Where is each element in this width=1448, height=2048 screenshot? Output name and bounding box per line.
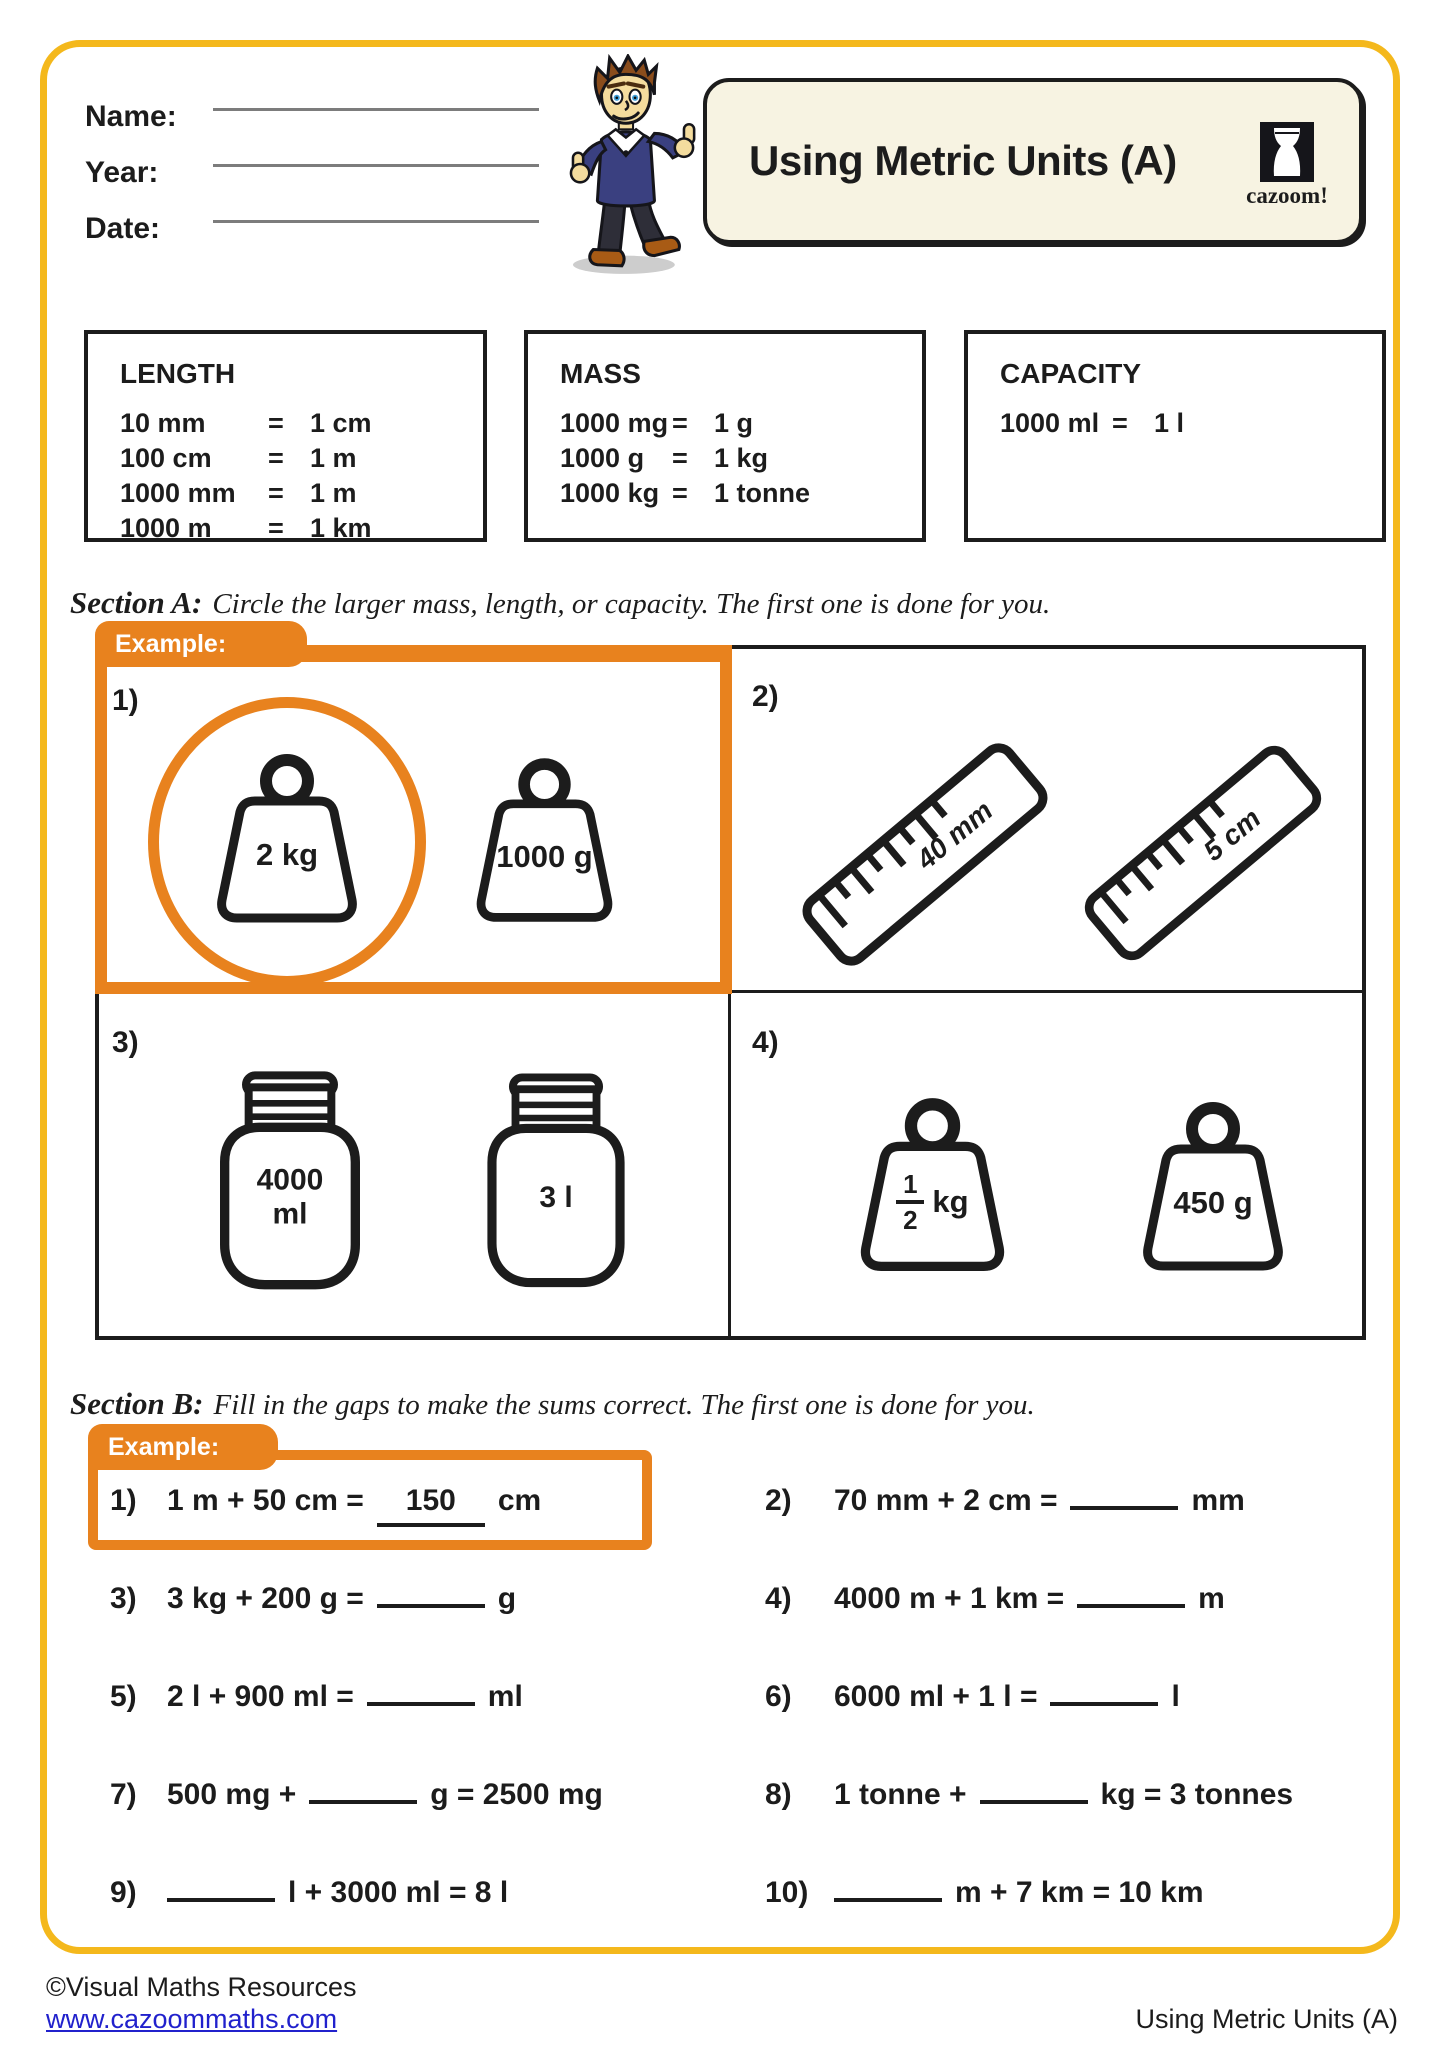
capacity-title: CAPACITY	[1000, 358, 1142, 389]
problem-number: 5)	[110, 1680, 137, 1713]
ref-rhs: 1 km	[310, 513, 372, 543]
ruler-label: 40 mm	[910, 794, 999, 876]
problem-text: 3 kg + 200 g =	[167, 1582, 364, 1615]
cazoom-logo-text: cazoom!	[1246, 183, 1328, 208]
ref-eq: =	[672, 478, 688, 508]
mass-row	[560, 406, 912, 441]
section-b-heading	[70, 1386, 1035, 1422]
answer-blank[interactable]	[309, 1795, 417, 1804]
copyright-text: ©Visual Maths Resources	[46, 1972, 357, 2002]
footer-link-wrap	[46, 2004, 337, 2035]
mass-title: MASS	[560, 358, 641, 389]
jar-3l[interactable]	[458, 1068, 654, 1296]
ref-rhs: 1 cm	[310, 408, 372, 438]
problem-5	[110, 1680, 523, 1714]
problem-text: cm	[497, 1484, 542, 1517]
jar-label	[190, 1163, 390, 1232]
year-line[interactable]	[213, 164, 539, 167]
problem-10	[765, 1876, 1204, 1910]
name-label: Name:	[85, 100, 177, 133]
problem-number: 3)	[110, 1582, 137, 1615]
mass-row	[560, 441, 912, 476]
problem-number: 4)	[765, 1582, 792, 1615]
title-box	[703, 78, 1363, 244]
date-label: Date:	[85, 212, 161, 245]
problem-text: l + 3000 ml = 8 l	[288, 1876, 509, 1909]
problem-text: 4000 m + 1 km =	[834, 1582, 1065, 1615]
ref-rhs: 1 m	[310, 443, 357, 473]
cell-1-number: 1)	[112, 684, 139, 717]
section-a-heading	[70, 585, 1050, 621]
ref-eq: =	[268, 513, 284, 543]
answer-blank[interactable]	[1050, 1697, 1158, 1706]
weight-label: 450 g	[1173, 1185, 1253, 1221]
section-b-label: Section B:	[70, 1386, 204, 1421]
fraction-denominator: 2	[903, 1205, 918, 1235]
answer-blank[interactable]	[1070, 1501, 1178, 1510]
problem-text: kg = 3 tonnes	[1100, 1778, 1294, 1811]
mascot-boy-illustration	[548, 54, 712, 278]
footer-worksheet-name: Using Metric Units (A)	[1135, 2004, 1398, 2034]
weight-label: 1000 g	[496, 838, 593, 874]
ref-lhs: 1000 kg	[560, 478, 660, 508]
answer-blank[interactable]	[834, 1893, 942, 1902]
jar-label-line1: 4000	[256, 1163, 324, 1197]
mascot-boy-icon	[548, 54, 712, 278]
problem-text: g = 2500 mg	[430, 1778, 603, 1811]
problem-3	[110, 1582, 516, 1616]
problem-text: g	[497, 1582, 517, 1615]
problem-number: 8)	[765, 1778, 792, 1811]
date-line[interactable]	[213, 220, 539, 223]
answer-blank[interactable]	[167, 1893, 275, 1902]
weight-half-kg[interactable]	[845, 1092, 1020, 1292]
length-title: LENGTH	[120, 358, 236, 389]
capacity-reference-box	[964, 330, 1386, 542]
problem-text: 1 tonne +	[834, 1778, 967, 1811]
answer-blank[interactable]	[1077, 1599, 1185, 1608]
example-tab-label: Example:	[108, 1432, 220, 1461]
problem-number: 6)	[765, 1680, 792, 1713]
problem-text: ml	[487, 1680, 523, 1713]
example-circle-mark	[148, 697, 426, 987]
page-title: Using Metric Units (A)	[749, 137, 1177, 184]
ref-lhs: 1000 g	[560, 443, 645, 473]
problem-9	[110, 1876, 508, 1910]
grid-divider-horizontal	[99, 990, 1362, 993]
problem-text: mm	[1191, 1484, 1245, 1517]
problem-text: m	[1198, 1582, 1225, 1615]
ref-eq: =	[1112, 408, 1128, 438]
ref-rhs: 1 l	[1154, 408, 1185, 438]
length-row	[120, 476, 473, 511]
problem-text: 70 mm + 2 cm =	[834, 1484, 1058, 1517]
ref-eq: =	[268, 408, 284, 438]
ref-lhs: 1000 ml	[1000, 408, 1100, 438]
ref-eq: =	[268, 443, 284, 473]
cell-4-number: 4)	[752, 1026, 779, 1059]
answer-blank[interactable]	[980, 1795, 1088, 1804]
problem-number: 10)	[765, 1876, 809, 1909]
ref-lhs: 1000 m	[120, 513, 212, 543]
length-reference-box	[84, 330, 487, 542]
year-label: Year:	[85, 156, 159, 189]
mass-row	[560, 476, 912, 511]
problem-text: 1 m + 50 cm =	[167, 1484, 364, 1517]
answer-blank[interactable]	[367, 1697, 475, 1706]
problem-2	[765, 1484, 1245, 1518]
ref-rhs: 1 tonne	[714, 478, 811, 508]
capacity-row	[1000, 406, 1372, 441]
jar-label-line1: 3 l	[539, 1180, 573, 1214]
ruler-label: 5 cm	[1197, 801, 1267, 867]
section-a-example-tab	[95, 621, 307, 667]
ref-eq: =	[672, 443, 688, 473]
ref-lhs: 10 mm	[120, 408, 206, 438]
ref-lhs: 1000 mg	[560, 408, 669, 438]
weight-label-fraction	[845, 1171, 1020, 1233]
mass-reference-box	[524, 330, 926, 542]
ref-rhs: 1 kg	[714, 443, 769, 473]
cazoom-drum-icon	[1260, 122, 1314, 182]
weight-450g[interactable]	[1128, 1096, 1298, 1291]
problem-8	[765, 1778, 1293, 1812]
problem-6	[765, 1680, 1180, 1714]
ref-rhs: 1 g	[714, 408, 754, 438]
fraction-bar	[896, 1200, 924, 1204]
example-tab-label: Example:	[115, 629, 227, 658]
length-row	[120, 511, 473, 546]
weight-1000g[interactable]	[462, 752, 627, 942]
answer-value: 150	[405, 1484, 456, 1517]
problem-number: 9)	[110, 1876, 137, 1909]
cell-3-number: 3)	[112, 1026, 139, 1059]
problem-number: 1)	[110, 1484, 137, 1517]
problem-text: m + 7 km = 10 km	[955, 1876, 1204, 1909]
fraction	[896, 1171, 924, 1233]
fraction-numerator: 1	[903, 1169, 918, 1199]
problem-number: 7)	[110, 1778, 137, 1811]
jar-label	[458, 1181, 654, 1216]
section-b-instruction: Fill in the gaps to make the sums correct. The first one is done for you.	[213, 1389, 1035, 1421]
ref-lhs: 1000 mm	[120, 478, 236, 508]
weight-unit: kg	[932, 1184, 969, 1219]
problem-text: 6000 ml + 1 l =	[834, 1680, 1038, 1713]
problem-text: 500 mg +	[167, 1778, 297, 1811]
section-a-instruction: Circle the larger mass, length, or capacity. The first one is done for you.	[212, 588, 1051, 620]
problem-number: 2)	[765, 1484, 792, 1517]
problem-7	[110, 1778, 603, 1812]
ref-lhs: 100 cm	[120, 443, 212, 473]
length-row	[120, 406, 473, 441]
name-line[interactable]	[213, 108, 539, 111]
length-row	[120, 441, 473, 476]
section-b-example-tab	[88, 1424, 278, 1470]
problem-1	[110, 1484, 541, 1527]
answer-blank[interactable]	[377, 1484, 485, 1527]
problem-4	[765, 1582, 1225, 1616]
ref-rhs: 1 m	[310, 478, 357, 508]
ref-eq: =	[672, 408, 688, 438]
cazoom-logo	[1231, 122, 1343, 209]
jar-4000ml[interactable]	[190, 1068, 390, 1296]
cazoommaths-link[interactable]: www.cazoommaths.com	[46, 2004, 338, 2034]
problem-text: l	[1171, 1680, 1180, 1713]
problem-text: 2 l + 900 ml =	[167, 1680, 354, 1713]
cell-2-number: 2)	[752, 680, 779, 713]
answer-blank[interactable]	[377, 1599, 485, 1608]
jar-label-line2: ml	[272, 1197, 308, 1231]
section-a-label: Section A:	[70, 585, 203, 620]
weight-label: 2 kg	[255, 837, 319, 873]
ref-eq: =	[268, 478, 284, 508]
